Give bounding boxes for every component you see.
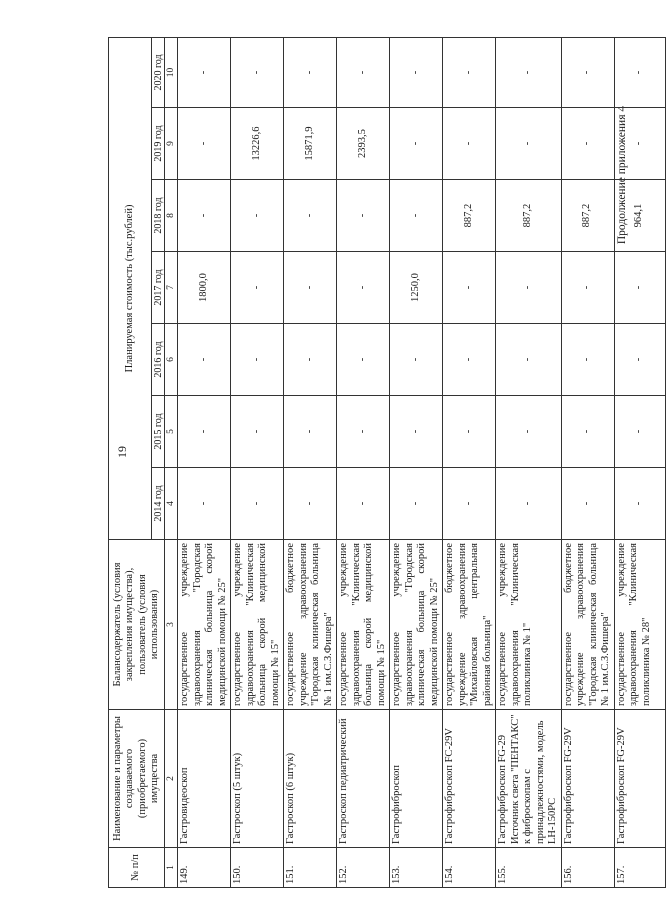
balance-holder: государственное учреждение здравоохранения "Клиническая больница скорой медицинской помощи № 15" xyxy=(231,540,284,710)
item-name: Гастрофиброскоп FC-29V xyxy=(443,710,496,848)
balance-holder: государственное учреждение здравоохранения "Городская клиническая больница скорой медицинской помощи № 25" xyxy=(390,540,443,710)
balance-holder: государственное учреждение здравоохранения "Клиническая больница скорой медицинской помощи № 15" xyxy=(337,540,390,710)
column-number: 6 xyxy=(165,324,178,396)
row-number: 150. xyxy=(231,848,284,888)
cost-cell: - xyxy=(284,180,337,252)
table-row xyxy=(284,37,337,887)
cost-cell: - xyxy=(390,108,443,180)
cost-cell: - xyxy=(443,324,496,396)
cost-cell: 1250,0 xyxy=(390,252,443,324)
row-number: 156. xyxy=(561,848,614,888)
cost-cell: - xyxy=(496,396,562,468)
cost-cell: - xyxy=(178,37,231,107)
cost-cell: - xyxy=(231,324,284,396)
cost-cell: - xyxy=(284,252,337,324)
item-name: Гастровидеоскоп xyxy=(178,710,231,848)
cost-cell: - xyxy=(390,396,443,468)
table-row xyxy=(496,37,562,887)
cost-cell: - xyxy=(337,324,390,396)
cost-cell: - xyxy=(443,108,496,180)
balance-holder: государственное учреждение здравоохранения "Клиническая поликлиника № 1" xyxy=(496,540,562,710)
header-year: 2016 год xyxy=(152,324,165,396)
header-year: 2014 год xyxy=(152,468,165,540)
balance-holder: государственное учреждение здравоохранения "Клиническая поликлиника № 28" xyxy=(614,540,665,710)
cost-cell: - xyxy=(284,468,337,540)
cost-cell: 964,1 xyxy=(614,180,665,252)
cost-cell: - xyxy=(561,108,614,180)
cost-cell: - xyxy=(561,396,614,468)
cost-cell: - xyxy=(614,468,665,540)
balance-holder: государственное бюджетное учреждение здравоохранения "Городская клиническая больница № 1 им.С.З.Фишера" xyxy=(561,540,614,710)
table-row xyxy=(443,37,496,887)
column-number: 8 xyxy=(165,180,178,252)
column-number: 9 xyxy=(165,108,178,180)
cost-cell: - xyxy=(390,180,443,252)
cost-cell: - xyxy=(496,468,562,540)
cost-cell: - xyxy=(337,180,390,252)
cost-cell: - xyxy=(443,468,496,540)
cost-cell: 887,2 xyxy=(561,180,614,252)
item-name: Гастрофиброскоп FG-29V xyxy=(561,710,614,848)
balance-holder: государственное бюджетное учреждение здравоохранения "Городская клиническая больница № 1 им.С.З.Фишера" xyxy=(284,540,337,710)
balance-holder: государственное бюджетное учреждение здравоохранения "Михайловская центральная районная больница" xyxy=(443,540,496,710)
cost-cell: - xyxy=(390,37,443,107)
item-name: Гастроскоп педиатрический xyxy=(337,710,390,848)
item-name: Гастрофиброскоп FG-29V xyxy=(614,710,665,848)
header-year: 2019 год xyxy=(152,108,165,180)
column-number: 2 xyxy=(165,710,178,848)
table-row xyxy=(178,37,231,887)
cost-cell: - xyxy=(231,396,284,468)
column-number: 1 xyxy=(165,848,178,888)
cost-cell: - xyxy=(390,324,443,396)
cost-cell: 2393,5 xyxy=(337,108,390,180)
row-number: 149. xyxy=(178,848,231,888)
table-row xyxy=(614,37,665,887)
row-number: 155. xyxy=(496,848,562,888)
header-cost-group: Планируемая стоимость (тыс.рублей) xyxy=(109,37,152,539)
cost-cell: 1800,0 xyxy=(178,252,231,324)
item-name: Гастрофиброскоп FG-29 Источник света "ПЕНТАКС" к фиброскопам с принадлежностями, модель LH-150PC xyxy=(496,710,562,848)
cost-cell: 15871,9 xyxy=(284,108,337,180)
cost-cell: - xyxy=(337,37,390,107)
cost-cell: - xyxy=(614,324,665,396)
table-row xyxy=(390,37,443,887)
cost-cell: 13226,6 xyxy=(231,108,284,180)
cost-cell: - xyxy=(561,37,614,107)
item-name: Гастрофиброскоп xyxy=(390,710,443,848)
row-number: 157. xyxy=(614,848,665,888)
cost-cell: - xyxy=(561,324,614,396)
cost-cell: - xyxy=(178,108,231,180)
table-row xyxy=(561,37,614,887)
cost-cell: - xyxy=(614,108,665,180)
column-number: 5 xyxy=(165,396,178,468)
cost-cell: - xyxy=(231,252,284,324)
cost-cell: - xyxy=(561,468,614,540)
cost-cell: - xyxy=(337,396,390,468)
cost-cell: - xyxy=(443,396,496,468)
header-holder: Балансодержатель (условия закрепления имущества), пользователь (условия использования) xyxy=(109,540,165,710)
item-name: Гастроскоп (6 штук) xyxy=(284,710,337,848)
column-number: 3 xyxy=(165,540,178,710)
cost-cell: - xyxy=(284,324,337,396)
table-row xyxy=(337,37,390,887)
cost-cell: - xyxy=(337,468,390,540)
cost-cell: - xyxy=(390,468,443,540)
column-number: 10 xyxy=(165,37,178,107)
cost-cell: - xyxy=(231,37,284,107)
property-cost-table xyxy=(108,37,666,888)
cost-cell: - xyxy=(443,37,496,107)
cost-cell: - xyxy=(337,252,390,324)
cost-cell: - xyxy=(231,468,284,540)
header-num: № п/п xyxy=(109,848,165,888)
column-number: 7 xyxy=(165,252,178,324)
header-year: 2018 год xyxy=(152,180,165,252)
row-number: 153. xyxy=(390,848,443,888)
cost-cell: - xyxy=(231,180,284,252)
row-number: 151. xyxy=(284,848,337,888)
header-year: 2017 год xyxy=(152,252,165,324)
cost-cell: - xyxy=(614,37,665,107)
cost-cell: - xyxy=(614,252,665,324)
item-name: Гастроскоп (5 штук) xyxy=(231,710,284,848)
header-year: 2020 год xyxy=(152,37,165,107)
cost-cell: - xyxy=(496,324,562,396)
cost-cell: - xyxy=(178,396,231,468)
table-row xyxy=(231,37,284,887)
cost-cell: - xyxy=(561,252,614,324)
cost-cell: - xyxy=(178,324,231,396)
cost-cell: - xyxy=(178,468,231,540)
cost-cell: 887,2 xyxy=(496,180,562,252)
header-name: Наименование и параметры создаваемого (приобретаемого) имущества xyxy=(109,710,165,848)
cost-cell: - xyxy=(614,396,665,468)
row-number: 154. xyxy=(443,848,496,888)
page-number: 19 xyxy=(115,446,129,458)
cost-cell: - xyxy=(496,108,562,180)
cost-cell: - xyxy=(496,252,562,324)
appendix-continuation-note: Продолжение приложения 4 xyxy=(616,105,628,245)
cost-cell: - xyxy=(284,37,337,107)
cost-cell: - xyxy=(496,37,562,107)
cost-cell: 887,2 xyxy=(443,180,496,252)
cost-cell: - xyxy=(178,180,231,252)
column-number: 4 xyxy=(165,468,178,540)
balance-holder: государственное учреждение здравоохранения "Городская клиническая больница скорой медицинской помощи № 25" xyxy=(178,540,231,710)
row-number: 152. xyxy=(337,848,390,888)
cost-cell: - xyxy=(284,396,337,468)
cost-cell: - xyxy=(443,252,496,324)
header-year: 2015 год xyxy=(152,396,165,468)
